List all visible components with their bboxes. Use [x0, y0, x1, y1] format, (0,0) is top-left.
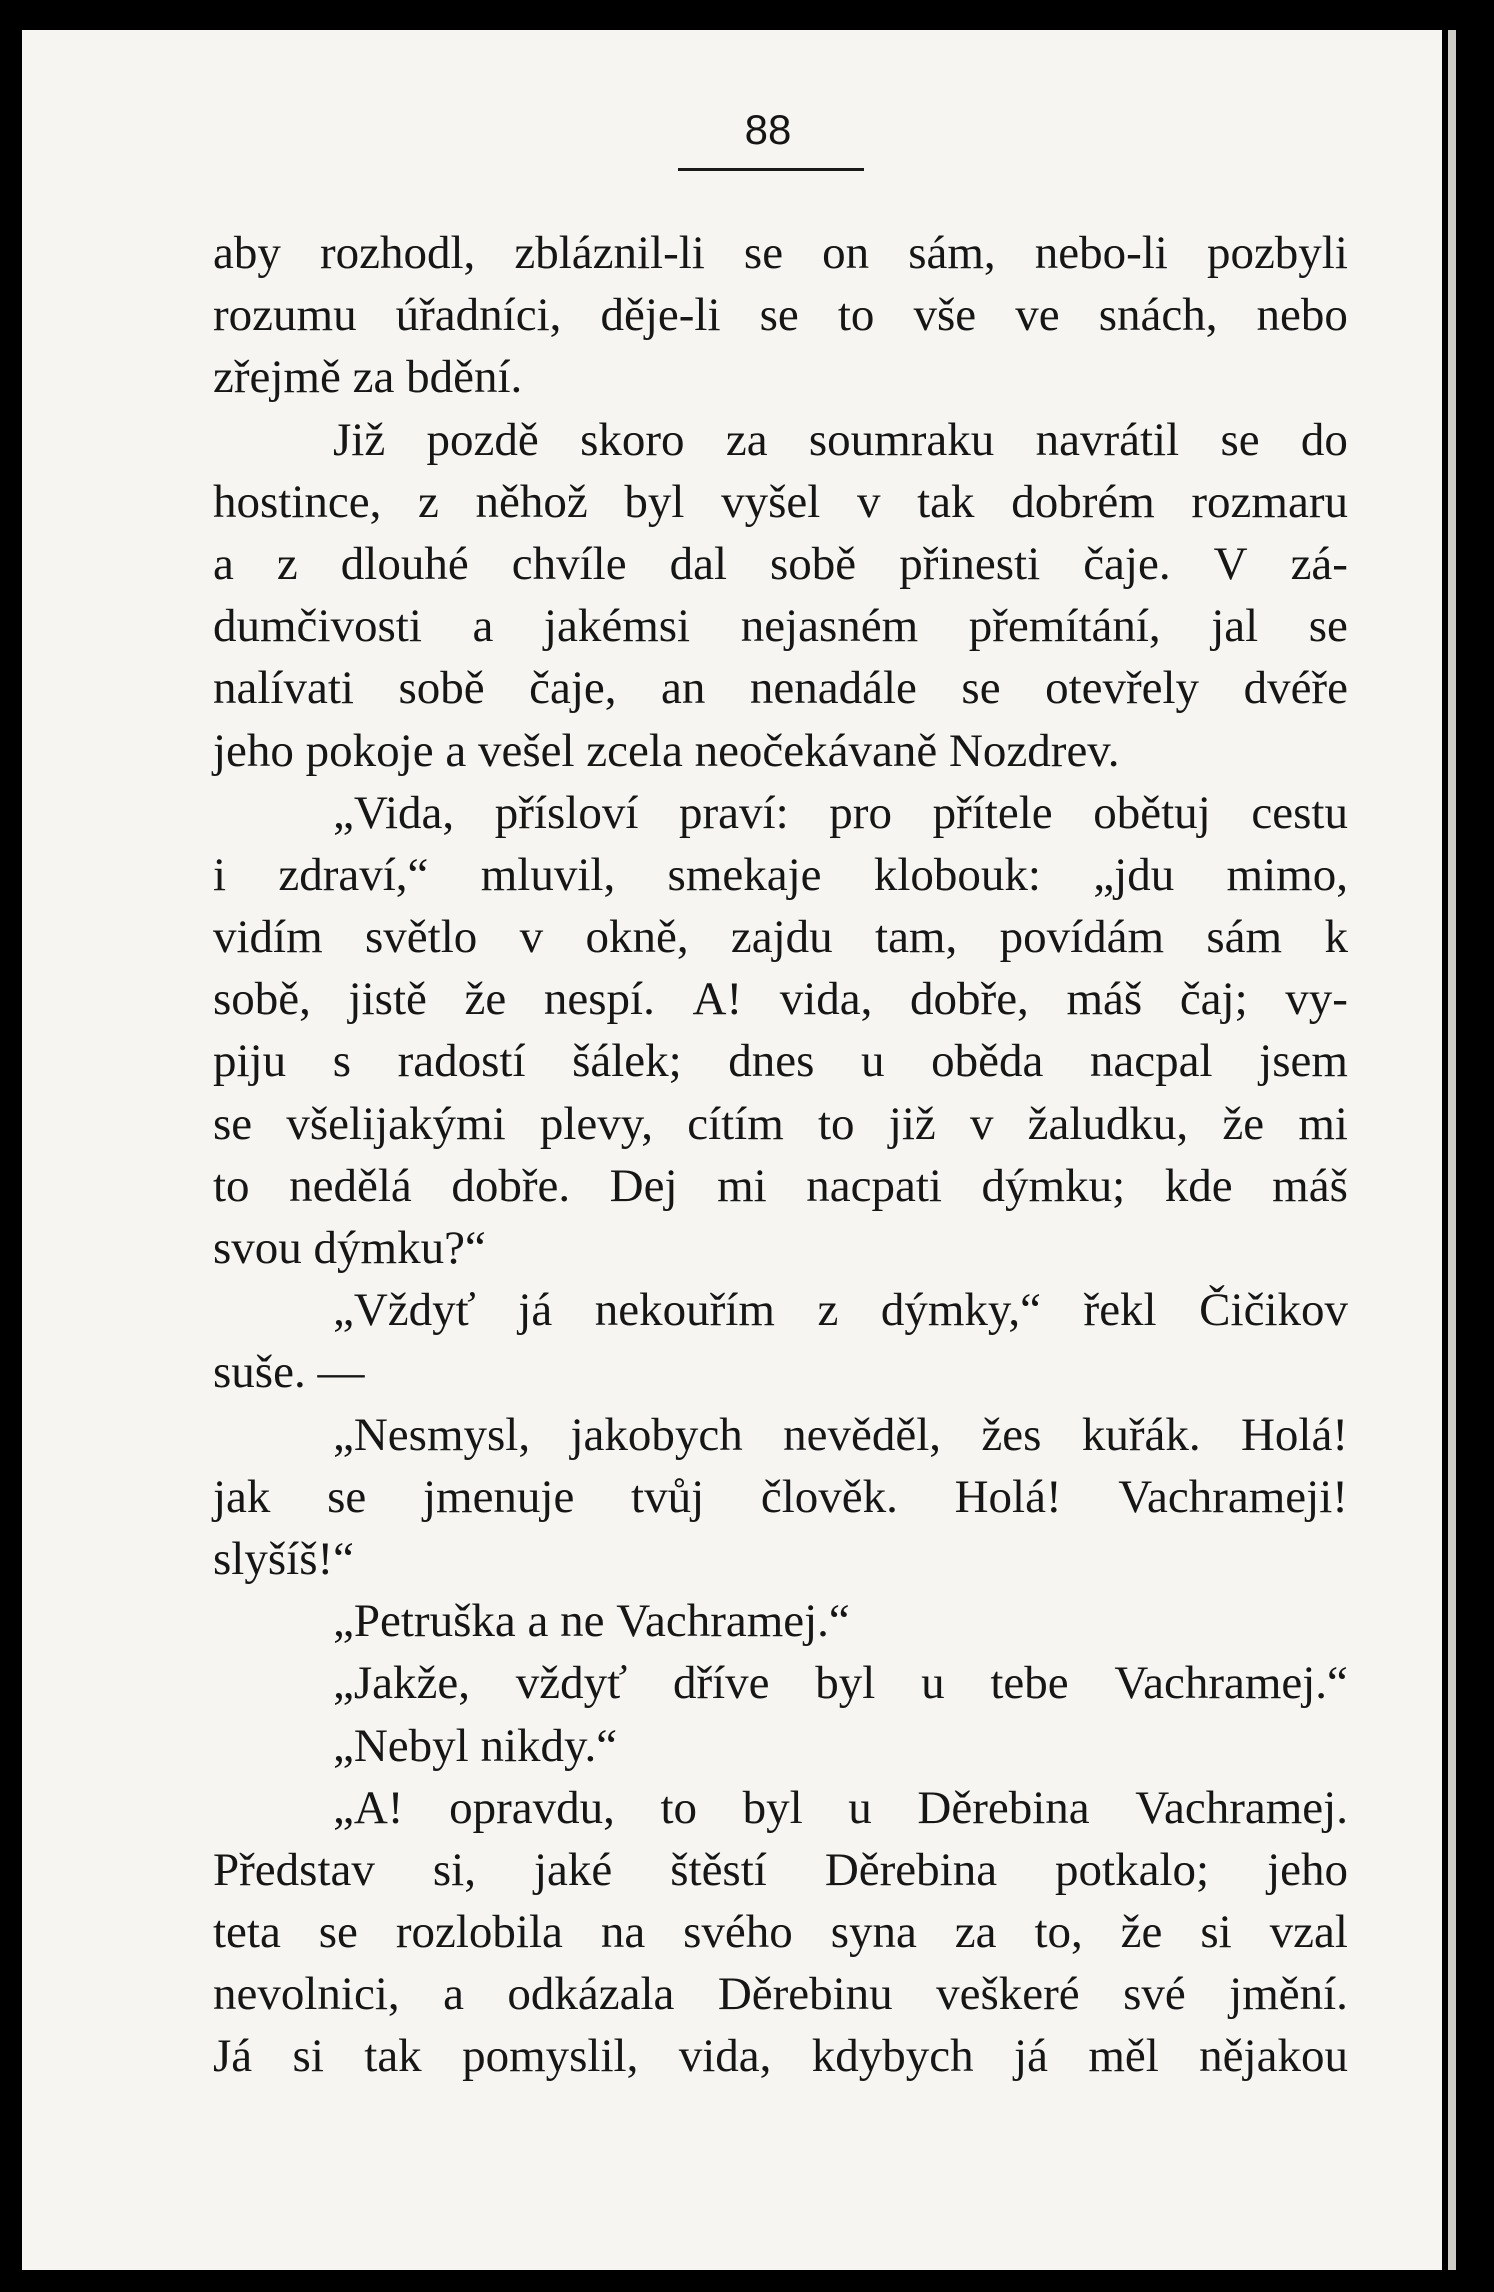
word: šálek; [572, 1035, 682, 1088]
word: — [317, 1346, 365, 1399]
word: Dej [609, 1159, 678, 1212]
word: čaje. [1083, 537, 1171, 590]
word: nespí. [543, 973, 655, 1026]
word: Již [333, 413, 386, 466]
word: jeho [213, 724, 294, 777]
word: an [661, 662, 706, 715]
word: vešel [477, 724, 575, 777]
text-line [213, 346, 1348, 408]
word: odkázala [507, 1968, 675, 2021]
word: přinesti [899, 537, 1041, 590]
word: to [213, 1159, 250, 1212]
word: nenadále [749, 662, 917, 715]
word: se [759, 289, 799, 342]
word: dnes [728, 1035, 815, 1088]
word: vyšel [721, 475, 821, 528]
word: piju [213, 1035, 287, 1088]
word: jmenuje [422, 1470, 575, 1523]
word: své [1123, 1968, 1186, 2021]
text-line [213, 1155, 1348, 1217]
text-line [213, 1839, 1348, 1901]
word: dal [669, 537, 727, 590]
word: zá- [1290, 537, 1348, 590]
word: „Vždyť [333, 1284, 476, 1337]
word: nacpal [1089, 1035, 1213, 1088]
word: jaké [533, 1843, 613, 1896]
text-line [213, 1030, 1348, 1092]
word: nevěděl, [783, 1408, 942, 1461]
word: přísloví [494, 786, 639, 839]
word: praví: [679, 786, 789, 839]
word: mimo, [1226, 848, 1348, 901]
word: si [1200, 1906, 1232, 1959]
word: zajdu [730, 911, 833, 964]
text-line [213, 533, 1348, 595]
word: si [292, 2030, 324, 2083]
text-line [213, 471, 1348, 533]
word: soumraku [808, 413, 995, 466]
text-line [213, 782, 1348, 844]
word: hostince, [213, 475, 382, 528]
word: za [725, 413, 768, 466]
text-line [213, 222, 1348, 284]
word: vše [913, 289, 977, 342]
word: vida, [678, 2030, 772, 2083]
text-line [213, 1279, 1348, 1341]
word: jsem [1259, 1035, 1348, 1088]
word: svého [683, 1906, 793, 1959]
word: kde [1164, 1159, 1233, 1212]
word: rozlobila [395, 1906, 563, 1959]
word: suše. [213, 1346, 306, 1399]
text-line [213, 284, 1348, 346]
text-line [213, 844, 1348, 906]
word: byl [742, 1781, 803, 1834]
word: chvíle [511, 537, 627, 590]
word: nebo-li [1034, 227, 1168, 279]
word: nedělá [289, 1159, 412, 1212]
word: plevy, [539, 1097, 653, 1150]
word: V [1213, 537, 1248, 590]
word: se [213, 1097, 253, 1150]
word: ve [1015, 289, 1060, 342]
word: Čičikov [1199, 1284, 1348, 1337]
word: to [837, 289, 875, 342]
word: všelijakými [286, 1097, 506, 1150]
word: vždyť [515, 1657, 628, 1710]
word: dýmku?“ [313, 1222, 486, 1274]
word: pokoje [305, 724, 434, 777]
word: veškeré [936, 1968, 1080, 2021]
word: v [519, 911, 544, 964]
word: do [1300, 413, 1348, 466]
word: z [276, 537, 298, 590]
word: za [954, 1906, 997, 1959]
text-line [213, 1341, 1348, 1403]
text-line [213, 1404, 1348, 1466]
word: že [1222, 1097, 1265, 1150]
word: dýmky,“ [880, 1284, 1041, 1337]
word: pomyslil, [462, 2030, 639, 2083]
word: přemítání, [968, 600, 1161, 653]
word: rozhodl, [319, 227, 476, 279]
word: cestu [1251, 786, 1348, 839]
word: žaludku, [1027, 1097, 1189, 1150]
text-line [213, 1093, 1348, 1155]
word: řekl [1083, 1284, 1157, 1337]
word: tak [917, 475, 975, 528]
word: slyšíš!“ [213, 1532, 354, 1585]
word: vida, [779, 973, 873, 1026]
word: otevřely [1045, 662, 1200, 715]
word: něhož [475, 475, 588, 528]
text-line [213, 1528, 1348, 1590]
word: „Petruška [333, 1595, 516, 1648]
word: on [822, 227, 870, 279]
word: to, [1034, 1906, 1083, 1959]
word: teta [213, 1906, 281, 1959]
word: se [318, 1906, 358, 1959]
text-line [213, 409, 1348, 471]
page-edge [1448, 30, 1456, 2270]
word: pro [829, 786, 892, 839]
word: neočekávaně [694, 724, 938, 777]
word: máš [1066, 973, 1143, 1026]
word: jakémsi [543, 600, 691, 653]
word: světlo [365, 911, 478, 964]
word: a [213, 537, 234, 590]
word: u [848, 1781, 872, 1834]
word: zdraví,“ [278, 848, 429, 901]
word: u [921, 1657, 945, 1710]
word: zřejmě [213, 351, 341, 404]
word: sobě [770, 537, 857, 590]
word: Vachramej.“ [616, 1595, 850, 1648]
word: jistě [348, 973, 427, 1026]
text-line [213, 1217, 1348, 1279]
word: v [969, 1097, 994, 1150]
word: mi [1298, 1097, 1348, 1150]
text-line [213, 1963, 1348, 2025]
word: dlouhé [340, 537, 469, 590]
text-line [213, 1901, 1348, 1963]
word: Představ [213, 1843, 375, 1896]
word: Nozdrev. [948, 724, 1120, 777]
word: rozumu [213, 289, 357, 342]
word: nevolnici, [213, 1968, 400, 2021]
text-line [213, 1466, 1348, 1528]
word: měl [1088, 2030, 1159, 2083]
word: že [1120, 1906, 1163, 1959]
word: nacpati [806, 1159, 942, 1212]
word: nikdy.“ [480, 1719, 618, 1772]
word: žes [981, 1408, 1042, 1461]
word: na [600, 1906, 646, 1959]
word: štěstí [670, 1843, 767, 1896]
word: nekouřím [594, 1284, 775, 1337]
word: dumčivosti [213, 600, 422, 653]
text-line [213, 906, 1348, 968]
word: syna [830, 1906, 917, 1959]
word: a [527, 1595, 549, 1648]
word: jak [213, 1470, 271, 1523]
body-text [213, 222, 1348, 2088]
word: za [352, 351, 395, 404]
text-line [213, 1590, 1348, 1652]
word: kuřák. [1081, 1408, 1201, 1461]
word: Děrebina [917, 1781, 1090, 1834]
word: se [961, 662, 1001, 715]
word: úřadníci, [395, 289, 562, 342]
word: dříve [672, 1657, 770, 1710]
word: svou [213, 1222, 302, 1274]
text-line [213, 2025, 1348, 2087]
word: skoro [580, 413, 685, 466]
word: z [418, 475, 439, 528]
word: obětuj [1093, 786, 1211, 839]
word: ne [560, 1595, 605, 1648]
word: „A! [333, 1781, 404, 1834]
word: „Nebyl [333, 1719, 469, 1772]
word: vzal [1269, 1906, 1348, 1959]
word: Holá! [954, 1470, 1062, 1523]
word: tam, [875, 911, 958, 964]
word: já [518, 1284, 553, 1337]
word: sám, [908, 227, 996, 279]
word: že [464, 973, 507, 1026]
word: se [1220, 413, 1260, 466]
word: cítím [687, 1097, 784, 1150]
word: zcela [586, 724, 683, 777]
text-line [213, 1715, 1348, 1777]
word: nalívati [213, 662, 354, 715]
word: navrátil [1035, 413, 1180, 466]
word: se [327, 1470, 367, 1523]
word: a [472, 600, 494, 653]
word: tak [364, 2030, 422, 2083]
text-line [213, 1777, 1348, 1839]
word: Holá! [1240, 1408, 1348, 1461]
word: já [1014, 2030, 1048, 2083]
word: aby [213, 227, 281, 279]
word: byl [815, 1657, 876, 1710]
word: pozbyli [1206, 227, 1348, 279]
word: to [818, 1097, 855, 1150]
word: a [443, 1968, 464, 2021]
word: pozdě [426, 413, 539, 466]
word: snách, [1098, 289, 1218, 342]
word: oběda [931, 1035, 1044, 1088]
word: „Nesmysl, [333, 1408, 531, 1461]
word: bdění. [406, 351, 523, 404]
word: smekaje [667, 848, 822, 901]
word: mluvil, [480, 848, 616, 901]
word: se [743, 227, 784, 279]
word: dobrém [1011, 475, 1155, 528]
word: přítele [932, 786, 1053, 839]
word: v [856, 475, 881, 528]
word: opravdu, [449, 1781, 615, 1834]
word: Děrebina [824, 1843, 998, 1896]
word: rozmaru [1191, 475, 1348, 528]
word: Vachramej. [1135, 1781, 1348, 1834]
word: tvůj [631, 1470, 705, 1523]
word: klobouk: [873, 848, 1041, 901]
text-line [213, 968, 1348, 1030]
word: to [660, 1781, 698, 1834]
word: zbláznil-li [514, 227, 705, 279]
word: máš [1272, 1159, 1348, 1212]
word: sobě, [213, 973, 311, 1026]
word: „Vida, [333, 786, 455, 839]
text-line [213, 657, 1348, 719]
word: jmění. [1229, 1968, 1348, 2021]
word: povídám [999, 911, 1165, 964]
text-line [213, 595, 1348, 657]
word: radostí [397, 1035, 526, 1088]
word: z [817, 1284, 839, 1337]
word: dobře, [910, 973, 1029, 1026]
word: kdybych [811, 2030, 974, 2083]
word: potkalo; [1055, 1843, 1210, 1896]
word: sobě [398, 662, 485, 715]
word: dobře. [451, 1159, 571, 1212]
word: vy- [1285, 973, 1348, 1026]
word: již [888, 1097, 936, 1150]
word: byl [624, 475, 685, 528]
page-number-rule [678, 168, 864, 171]
word: sám [1206, 911, 1283, 964]
word: nejasném [740, 600, 919, 653]
text-line [213, 720, 1348, 782]
word: děje-li [600, 289, 721, 342]
word: Já [213, 2030, 253, 2083]
word: čaje, [529, 662, 617, 715]
word: i [213, 848, 227, 901]
word: „jdu [1093, 848, 1175, 901]
word: Děrebinu [717, 1968, 893, 2021]
word: okně, [585, 911, 689, 964]
word: jakobych [570, 1408, 743, 1461]
word: nějakou [1199, 2030, 1348, 2083]
word: tebe [990, 1657, 1069, 1710]
word: dýmku; [981, 1159, 1126, 1212]
word: nebo [1256, 289, 1348, 342]
word: A! [692, 973, 743, 1026]
word: jeho [1267, 1843, 1348, 1896]
page-number: 88 [744, 106, 792, 153]
word: Vachrameji! [1118, 1470, 1348, 1523]
text-line [213, 1652, 1348, 1714]
word: člověk. [760, 1470, 898, 1523]
word: vidím [213, 911, 323, 964]
word: jal [1211, 600, 1259, 653]
word: s [332, 1035, 351, 1088]
word: se [1308, 600, 1348, 653]
word: u [861, 1035, 885, 1088]
word: čaj; [1179, 973, 1248, 1026]
word: k [1324, 911, 1348, 964]
word: mi [717, 1159, 767, 1212]
word: Vachramej.“ [1114, 1657, 1348, 1710]
word: a [445, 724, 467, 777]
word: „Jakže, [333, 1657, 470, 1710]
word: si, [432, 1843, 476, 1896]
word: dvéře [1243, 662, 1348, 715]
